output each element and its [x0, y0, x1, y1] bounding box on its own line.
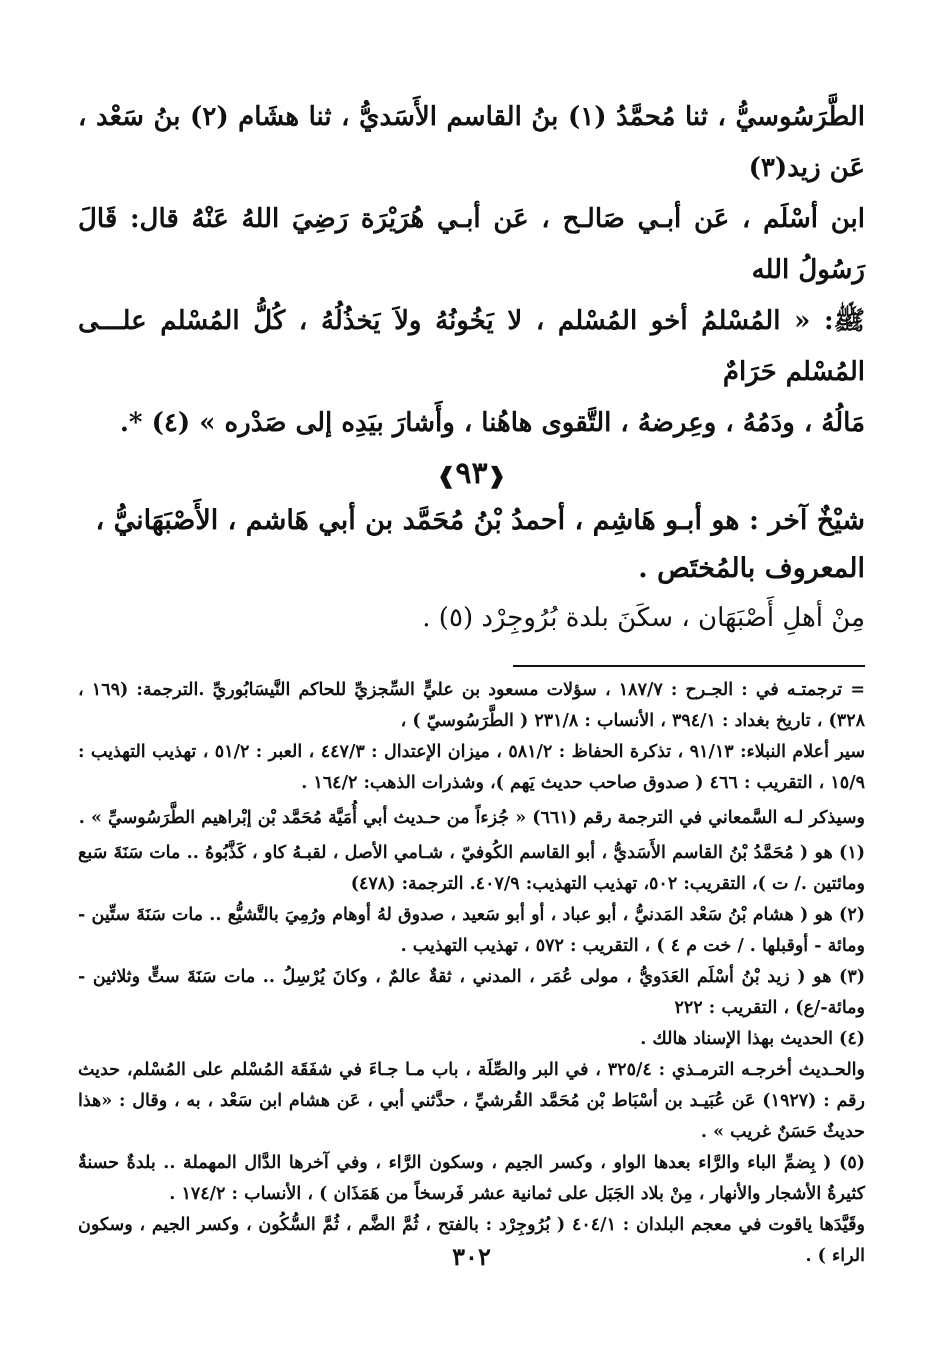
entry-number-heading: [78, 451, 865, 497]
footnote: سير أعلام النبلاء: ٩١/١٣ ، تذكرة الحفاظ : ٥٨١/٢ ، ميزان الإعتدال : ٤٤٧/٣ ، العبر : ٥١/٢ ، تهذيب التهذيب : ١٥/٩ ، التقريب : ٤٦٦ ( صدوق صاحب حديث يَهم )، وشذرات الذهب: ١٦٤/٢ .: [78, 742, 865, 793]
footnote: (٣) هو ( زيد بْنُ أسْلَم العَدَويُّ ، مولى عُمَر ، المدني ، ثقةٌ عالمٌ ، وكانَ يُرْسِلُ .. مات سَنَةَ ستٍّ وثلاثين - ومائة-/ع) ، التقريب : ٢٢٢: [78, 967, 865, 1018]
footnote-separator: [513, 665, 865, 667]
entry-number: ٩٣: [455, 456, 488, 491]
ornament-left-icon: ❱: [436, 463, 456, 489]
main-text-line: ابن أسْلَم ، عَن أبـي صَالـح ، عَن أبـي هُرَيْرَة رَضِيَ اللهُ عَنْهُ قال: قَالَ رَسُولُ الله: [78, 204, 865, 285]
footnote: وسيذكر لـه السَّمعاني في الترجمة رقم (٦٦١) « جُزءاً من حـديث أبي أُمَيَّة مُحَمَّد بْن إبْراهيم الطَّرَسُوسيِّ » .: [78, 808, 865, 828]
main-text-line: مَالُهُ ، ودَمُهُ ، وعِرضهُ ، التَّقوى هاهُنا ، وأَشارَ بيَدِه إلى صَدْره » (٤) *.: [119, 408, 865, 438]
footnote: (٢) هو ( هشام بْنُ سَعْد المَدنيُّ ، أبو عباد ، أو أبو سَعيد ، صدوق لهُ أوهام ورُمِيَ بالتَّشيُّع .. مات سَنَةَ ستِّين - ومائة - أوقبلها . / خت م ٤ ) ، التقريب : ٥٧٢ ، تهذيب التهذيب .: [78, 905, 865, 956]
main-text-line: ﷺ: « المُسْلمُ أخو المُسْلم ، لا يَخُونُهُ ولاَ يَخذُلُهُ ، كُلُّ المُسْلم علـــى المُسْلم حَرَامٌ: [78, 306, 865, 387]
shaykh-origin: مِنْ أهلِ أَصْبَهَان ، سكَنَ بلدة بُرُوجِرْد (٥) .: [422, 603, 865, 633]
footnote: (١) هو ( مُحَمَّدُ بْنُ القاسم الأَسَديُّ ، أبو القاسم الكُوفيّ ، شـامي الأصل ، لقبـهُ كاو ، كَذَّبُوهُ .. مات سَنَةَ سَبع ومائتين ./ ت )، التقريب: ٥٠٢، تهذيب التهذيب: ٤٠٧/٩. الترجمة: (٤٧٨): [78, 843, 865, 894]
footnote: (٤) الحديث بهذا الإسناد هالك .: [640, 1029, 865, 1049]
footnote: = ترجمتـه في : الجـرح : ١٨٧/٧ ، سؤلات مسعود بن عليٍّ السِّجزيِّ للحاكم النَّيسَابُوريِّ .الترجمة: (١٦٩ ، ٣٢٨) ، تاريخ بغداد : ٣٩٤/١ ، الأنساب : ٢٣١/٨ ( الطَّرَسُوسيّ ) ،: [78, 680, 865, 731]
main-text-line: الطَّرَسُوسيُّ ، ثنا مُحمَّدُ (١) بنُ القاسم الأَسَديُّ ، ثنا هشَام (٢) بنُ سَعْد ، عَن زيد(٣): [78, 102, 865, 183]
footnotes: [78, 675, 865, 1272]
ornament-right-icon: ❰: [487, 463, 507, 489]
footnote: وقَيَّدَها ياقوت في معجم البلدان : ٤٠٤/١ ( بُرُوجِرْد : بالفتح ، ثُمَّ الضَّم ، ثُمَّ السُّكُون ، وكسر الجيم ، وسكون الراء ) .: [78, 1215, 866, 1266]
main-text: [78, 92, 865, 449]
footnote: والحـديث أخرجـه الترمـذي : ٣٢٥/٤ ، في البر والصِّلَة ، باب مـا جـاءَ في شفَقَة المُسْلم على المُسْلم، حديث رقم : (١٩٢٧) عَن عُبَيـد بن أسْبَاط بْن مُحَمَّد القُرشيِّ ، حدَّثني أبي ، عَن هشام ابن سَعْد ، به ، وقال : «هذا حديثٌ حَسَنٌ غريب » .: [78, 1060, 865, 1142]
footnote: (٥) ( بِضمِّ الباء والرَّاء بعدها الواو ، وكسر الجيم ، وسكون الرَّاء ، وفي آخرها الدَّال المهملة .. بلدةٌ حسنةٌ كثيرةُ الأشجار والأنهار ، مِنْ بلاد الجَبَل على ثمانية عشر فَرسخاً من هَمَذَان ) ، الأنساب : ١٧٤/٢ .: [78, 1153, 865, 1204]
shaykh-heading: شيْخٌ آخر : هو أبـو هَاشِم ، أحمدُ بْنُ مُحَمَّد بن أبي هَاشم ، الأَصْبَهَانيُّ ، المعروف بالمُختَص .: [95, 505, 865, 584]
page-number: ٣٠٢: [452, 1242, 491, 1271]
